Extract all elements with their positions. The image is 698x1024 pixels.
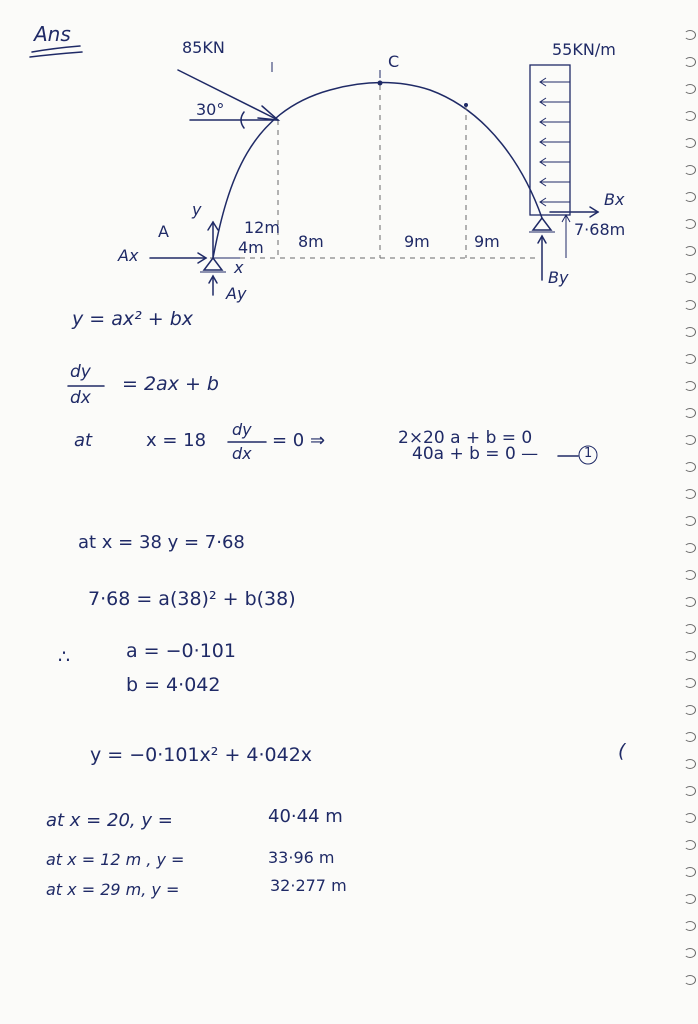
x20-rhs: 40·44 m <box>268 806 343 827</box>
ay-label: Ay <box>226 284 247 303</box>
condition-eq: 2×20 a + b = 0 <box>398 428 533 448</box>
dim-8m: 8m <box>298 232 324 251</box>
dx-denominator: dx <box>70 388 91 408</box>
point-load-arrow <box>178 70 278 120</box>
therefore-sign: ∴ <box>58 646 71 668</box>
derivative-zero: = 0 ⇒ <box>272 430 326 451</box>
dim-4m: 4m <box>238 238 264 257</box>
margin-mark: ( <box>618 740 626 762</box>
bx-label: Bx <box>604 190 625 209</box>
derivative-rhs: = 2ax + b <box>122 373 219 395</box>
dx-denominator-2: dx <box>232 444 252 463</box>
dy-numerator-2: dy <box>232 420 252 439</box>
dy-numerator: dy <box>70 362 91 382</box>
x-axis-label: x <box>234 258 244 277</box>
value-a: a = −0·101 <box>126 640 236 662</box>
equation-parabola: y = ax² + bx <box>72 308 194 330</box>
equation-tag: 1 <box>584 446 593 461</box>
dim-9m-b: 9m <box>474 232 500 251</box>
udl-arrows <box>540 78 570 206</box>
y-axis-label: y <box>192 200 202 219</box>
dim-12m: 12m <box>244 218 280 237</box>
point-load-label: 85KN <box>182 38 225 57</box>
height-label: 7·68m <box>574 220 626 239</box>
x12-rhs: 33·96 m <box>268 848 335 867</box>
dim-9m-a: 9m <box>404 232 430 251</box>
condition-x38: at x = 38 y = 7·68 <box>78 532 245 553</box>
x29-lhs: at x = 29 m, y = <box>46 880 180 899</box>
ax-label: Ax <box>118 246 139 265</box>
value-b: b = 4·042 <box>126 674 221 696</box>
x-18: x = 18 <box>146 430 207 451</box>
equation-1: 40a + b = 0 — <box>412 444 539 464</box>
angle-label: 30° <box>196 100 225 119</box>
x12-lhs: at x = 12 m , y = <box>46 850 185 869</box>
udl-box <box>530 65 570 215</box>
crown-point <box>378 81 383 86</box>
substitution: 7·68 = a(38)² + b(38) <box>88 588 296 610</box>
at-label: at <box>74 430 93 451</box>
x20-lhs: at x = 20, y = <box>46 810 173 831</box>
support-a <box>204 258 222 270</box>
distributed-load-label: 55KN/m <box>552 40 616 59</box>
crown-label: C <box>388 52 400 71</box>
x29-rhs: 32·277 m <box>270 876 347 895</box>
support-a-label: A <box>158 222 169 241</box>
heading-underline <box>32 46 80 52</box>
by-label: By <box>548 268 569 287</box>
support-b <box>533 218 551 230</box>
final-equation: y = −0·101x² + 4·042x <box>90 744 313 766</box>
heading: Ans <box>34 22 71 46</box>
